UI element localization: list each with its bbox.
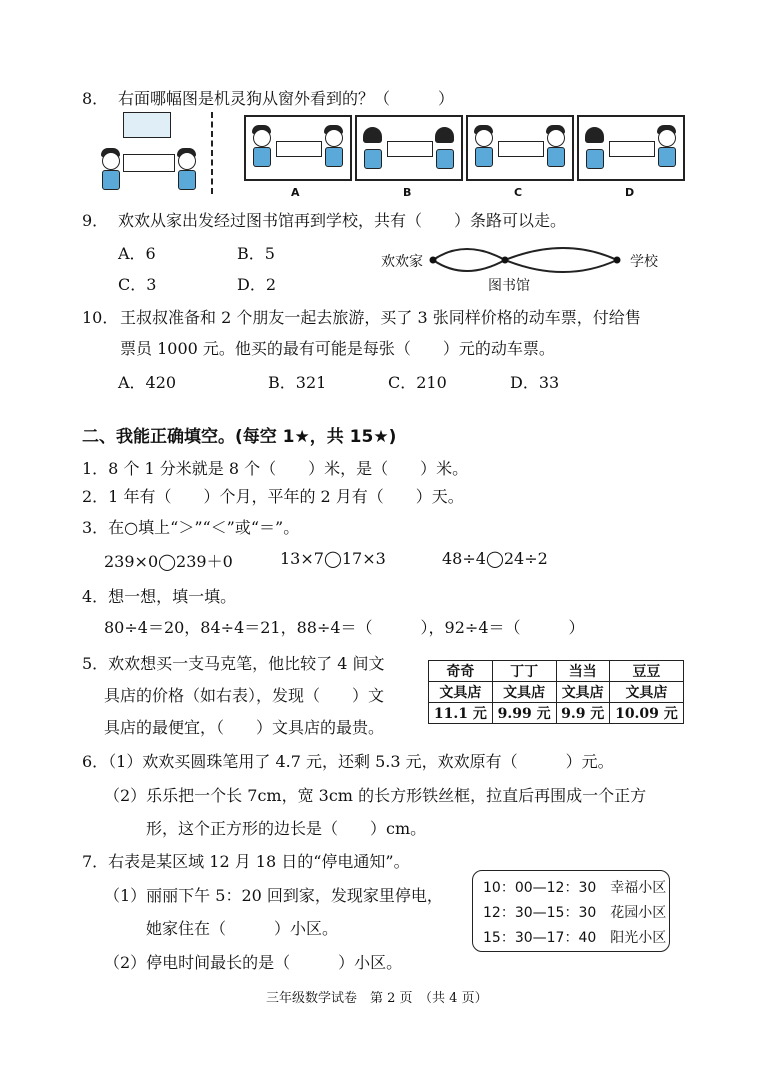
shop-suffix: 文具店 xyxy=(556,682,609,703)
fill-5-line3: 具店的最便宜，（ ）文具店的最贵。 xyxy=(104,718,385,737)
price-cell: 11.1 元 xyxy=(429,703,493,724)
scene-table xyxy=(123,154,175,172)
shop-suffix: 文具店 xyxy=(492,682,556,703)
fill-3-expr-1: 239×0◯239＋0 xyxy=(104,552,233,571)
option-b-label: B xyxy=(403,186,412,199)
notice-area: 阳光小区 xyxy=(610,930,667,946)
shop-suffix: 文具店 xyxy=(429,682,493,703)
q9-number: 9． xyxy=(82,211,109,230)
q8-reference-scene xyxy=(95,110,205,194)
price-cell: 9.99 元 xyxy=(492,703,556,724)
fill-5-line1: 5．欢欢想买一支马克笔，他比较了 4 间文 xyxy=(82,654,385,673)
price-cell: 10.09 元 xyxy=(609,703,683,724)
notice-area: 花园小区 xyxy=(610,905,667,921)
fill-6-part2-line2: 形，这个正方形的边长是（ ）cm。 xyxy=(146,819,427,838)
dashed-divider xyxy=(211,112,213,194)
scene-girl xyxy=(99,150,123,194)
fill-1: 1．8 个 1 分米就是 8 个（ ）米，是（ ）米。 xyxy=(82,459,469,478)
school-label: 学校 xyxy=(630,254,658,270)
q9-option-c: C．3 xyxy=(118,275,157,294)
q8-text: 右面哪幅图是机灵狗从窗外看到的？（ ） xyxy=(118,89,455,108)
option-d-picture xyxy=(577,115,685,181)
q8-number: 8． xyxy=(82,89,109,108)
power-outage-notice xyxy=(472,870,670,952)
option-a-label: A xyxy=(291,186,300,199)
route-diagram xyxy=(425,240,625,280)
q10-line1: 王叔叔准备和 2 个朋友一起去旅游，买了 3 张同样价格的动车票，付给售 xyxy=(120,308,641,327)
option-a-picture xyxy=(244,115,352,181)
q10-option-d: D．33 xyxy=(510,373,560,392)
fill-7-part1-line2: 她家住在（ ）小区。 xyxy=(146,919,339,938)
price-cell: 9.9 元 xyxy=(556,703,609,724)
shop-name: 丁丁 xyxy=(492,661,556,682)
q9-text: 欢欢从家出发经过图书馆再到学校，共有（ ）条路可以走。 xyxy=(118,211,567,230)
fill-2: 2．1 年有（ ）个月，平年的 2 月有（ ）天。 xyxy=(82,487,464,506)
fill-7-part2: （2）停电时间最长的是（ ）小区。 xyxy=(104,953,403,972)
window-picture xyxy=(123,112,171,138)
stationery-price-table xyxy=(428,660,684,724)
notice-time: 15：30—17：40 xyxy=(483,930,597,946)
fill-4: 4．想一想，填一填。 xyxy=(82,587,237,606)
q10-number: 10． xyxy=(82,308,119,327)
shop-name: 豆豆 xyxy=(609,661,683,682)
home-label: 欢欢家 xyxy=(381,254,423,270)
library-label: 图书馆 xyxy=(488,278,530,294)
fill-3: 3．在○填上“＞”“＜”或“＝”。 xyxy=(82,518,300,537)
section-2-title: 二、我能正确填空。(每空 1★，共 15★) xyxy=(82,427,397,447)
fill-7-part1-line1: （1）丽丽下午 5：20 回到家，发现家里停电， xyxy=(104,886,443,905)
q10-option-c: C．210 xyxy=(388,373,447,392)
fill-7: 7．右表是某区域 12 月 18 日的“停电通知”。 xyxy=(82,852,410,871)
option-c-picture xyxy=(466,115,574,181)
notice-time: 12：30—15：30 xyxy=(483,905,597,921)
page-footer: 三年级数学试卷 第 2 页 （共 4 页） xyxy=(266,991,488,1006)
q9-option-d: D．2 xyxy=(237,275,277,294)
fill-6-part2-line1: （2）乐乐把一个长 7cm，宽 3cm 的长方形铁丝框，拉直后再围成一个正方 xyxy=(104,786,647,805)
shop-name: 当当 xyxy=(556,661,609,682)
q10-option-a: A．420 xyxy=(118,373,177,392)
scene-boy xyxy=(175,150,199,194)
q10-line2: 票员 1000 元。他买的最有可能是每张（ ）元的动车票。 xyxy=(120,339,555,358)
notice-time: 10：00—12：30 xyxy=(483,880,597,896)
fill-3-expr-3: 48÷4◯24÷2 xyxy=(442,549,548,568)
q10-option-b: B．321 xyxy=(268,373,327,392)
shop-suffix: 文具店 xyxy=(609,682,683,703)
fill-5-line2: 具店的价格（如右表），发现（ ）文 xyxy=(104,686,385,705)
fill-6-part1: 6．（1）欢欢买圆珠笔用了 4.7 元，还剩 5.3 元，欢欢原有（ ）元。 xyxy=(82,752,614,771)
shop-name: 奇奇 xyxy=(429,661,493,682)
notice-area: 幸福小区 xyxy=(610,880,667,896)
fill-3-expr-2: 13×7◯17×3 xyxy=(280,549,386,568)
fill-4-line: 80÷4＝20，84÷4＝21，88÷4＝（ ），92÷4＝（ ） xyxy=(104,618,585,637)
q9-option-b: B．5 xyxy=(237,244,275,263)
option-b-picture xyxy=(355,115,463,181)
q9-option-a: A．6 xyxy=(118,244,156,263)
option-c-label: C xyxy=(514,186,523,199)
option-d-label: D xyxy=(625,186,635,199)
